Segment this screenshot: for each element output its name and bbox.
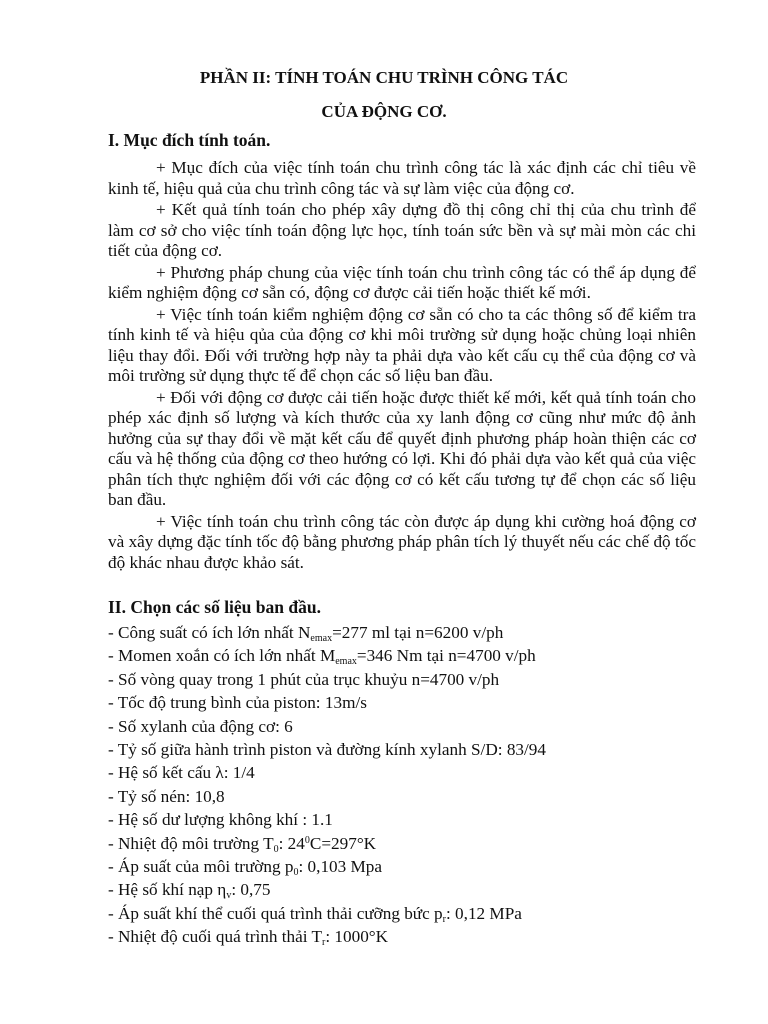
list-item: - Hệ số kết cấu λ: 1/4: [108, 763, 255, 783]
paragraph: + Việc tính toán chu trình công tác còn được áp dụng khi cường hoá động cơ và xây dựng đặc tính tốc độ bằng phương pháp phân tích lý thuyết nếu các chế độ tốc độ khác nhau được khảo sát.: [108, 511, 696, 572]
paragraph: + Đối với động cơ được cải tiến hoặc được thiết kế mới, kết quả tính toán cho phép xác định số lượng và kích thước của xy lanh động cơ cũng như mức độ ảnh hưởng của sự thay đổi về mặt kết cấu để quyết định phương pháp hoàn thiện các cơ cấu và hệ thống của động cơ theo hướng có lợi. Khi đó phải dựa vào kết quả của việc phân tích thực nghiệm đối với các động cơ có kết cấu tương tự để chọn các số liệu ban đầu.: [108, 387, 696, 509]
list-item: - Nhiệt độ môi trường $T_0$: $24^0C=297^\circ K$: [108, 833, 377, 855]
paragraph: + Kết quả tính toán cho phép xây dựng đồ thị công chỉ thị của chu trình để làm cơ sở cho việc tính toán động lực học, tính toán sức bền và sự mài mòn các chi tiết của động cơ.: [108, 200, 696, 260]
list-item: - Tỷ số nén: 10,8: [108, 786, 225, 806]
list-item: - Số vòng quay trong 1 phút của trục khuỷu n=4700 v/ph: [108, 669, 500, 689]
list-item: - Số xylanh của động cơ: 6: [108, 716, 293, 736]
parameter-list: [108, 621, 708, 948]
list-item: - Momen xoắn có ích lớn nhất $M_{emax}=346$ Nm tại n=4700 v/ph: [108, 646, 536, 668]
paragraph: + Việc tính toán kiểm nghiệm động cơ sẵn có cho ta các thông số để kiểm tra tính kinh tế và hiệu qủa của động cơ khi môi trường sử dụng hoặc chủng loại nhiên liệu thay đổi. Đối với trường hợp này ta phải dựa vào kết cấu cụ thể của động cơ và môi trường sử dụng thực tế để chọn các số liệu ban đầu.: [108, 304, 696, 385]
list-item: - Nhiệt độ cuối quá trình thải $T_r$: 1000°K: [108, 927, 389, 949]
list-item: - Hệ số dư lượng không khí : 1.1: [108, 810, 333, 830]
paragraph: + Phương pháp chung của việc tính toán chu trình công tác có thể áp dụng để kiểm nghiệm động cơ sẵn có, động cơ được cải tiến hoặc thiết kế mới.: [108, 262, 696, 302]
paragraph: + Mục đích của việc tính toán chu trình công tác là xác định các chỉ tiêu về kinh tế, hiệu quả của chu trình công tác và sự làm việc của động cơ.: [108, 158, 696, 198]
list-item: - Áp suất của môi trường $p_0$: 0,103 Mpa: [108, 856, 383, 878]
list-item: - Tốc độ trung bình của piston: 13m/s: [108, 693, 367, 713]
page-title: PHẦN II: TÍNH TOÁN CHU TRÌNH CÔNG TÁC: [199, 68, 569, 87]
page-subtitle: CỦA ĐỘNG CƠ.: [321, 102, 447, 121]
purpose-paragraphs: [108, 158, 696, 574]
list-item: - Hệ số khí nạp $\eta_v$: 0,75: [108, 880, 271, 902]
section-heading-purpose: I. Mục đích tính toán.: [108, 130, 271, 150]
list-item: - Tỷ số giữa hành trình piston và đường kính xylanh S/D: 83/94: [108, 739, 546, 759]
section-heading-initial-data: II. Chọn các số liệu ban đầu.: [108, 597, 321, 617]
list-item: - Áp suất khí thể cuối quá trình thải cưỡng bức $p_r$: 0,12 MPa: [108, 903, 522, 925]
list-item: - Công suất có ích lớn nhất $N_{emax}=277$ ml tại n=6200 v/ph: [108, 623, 504, 644]
